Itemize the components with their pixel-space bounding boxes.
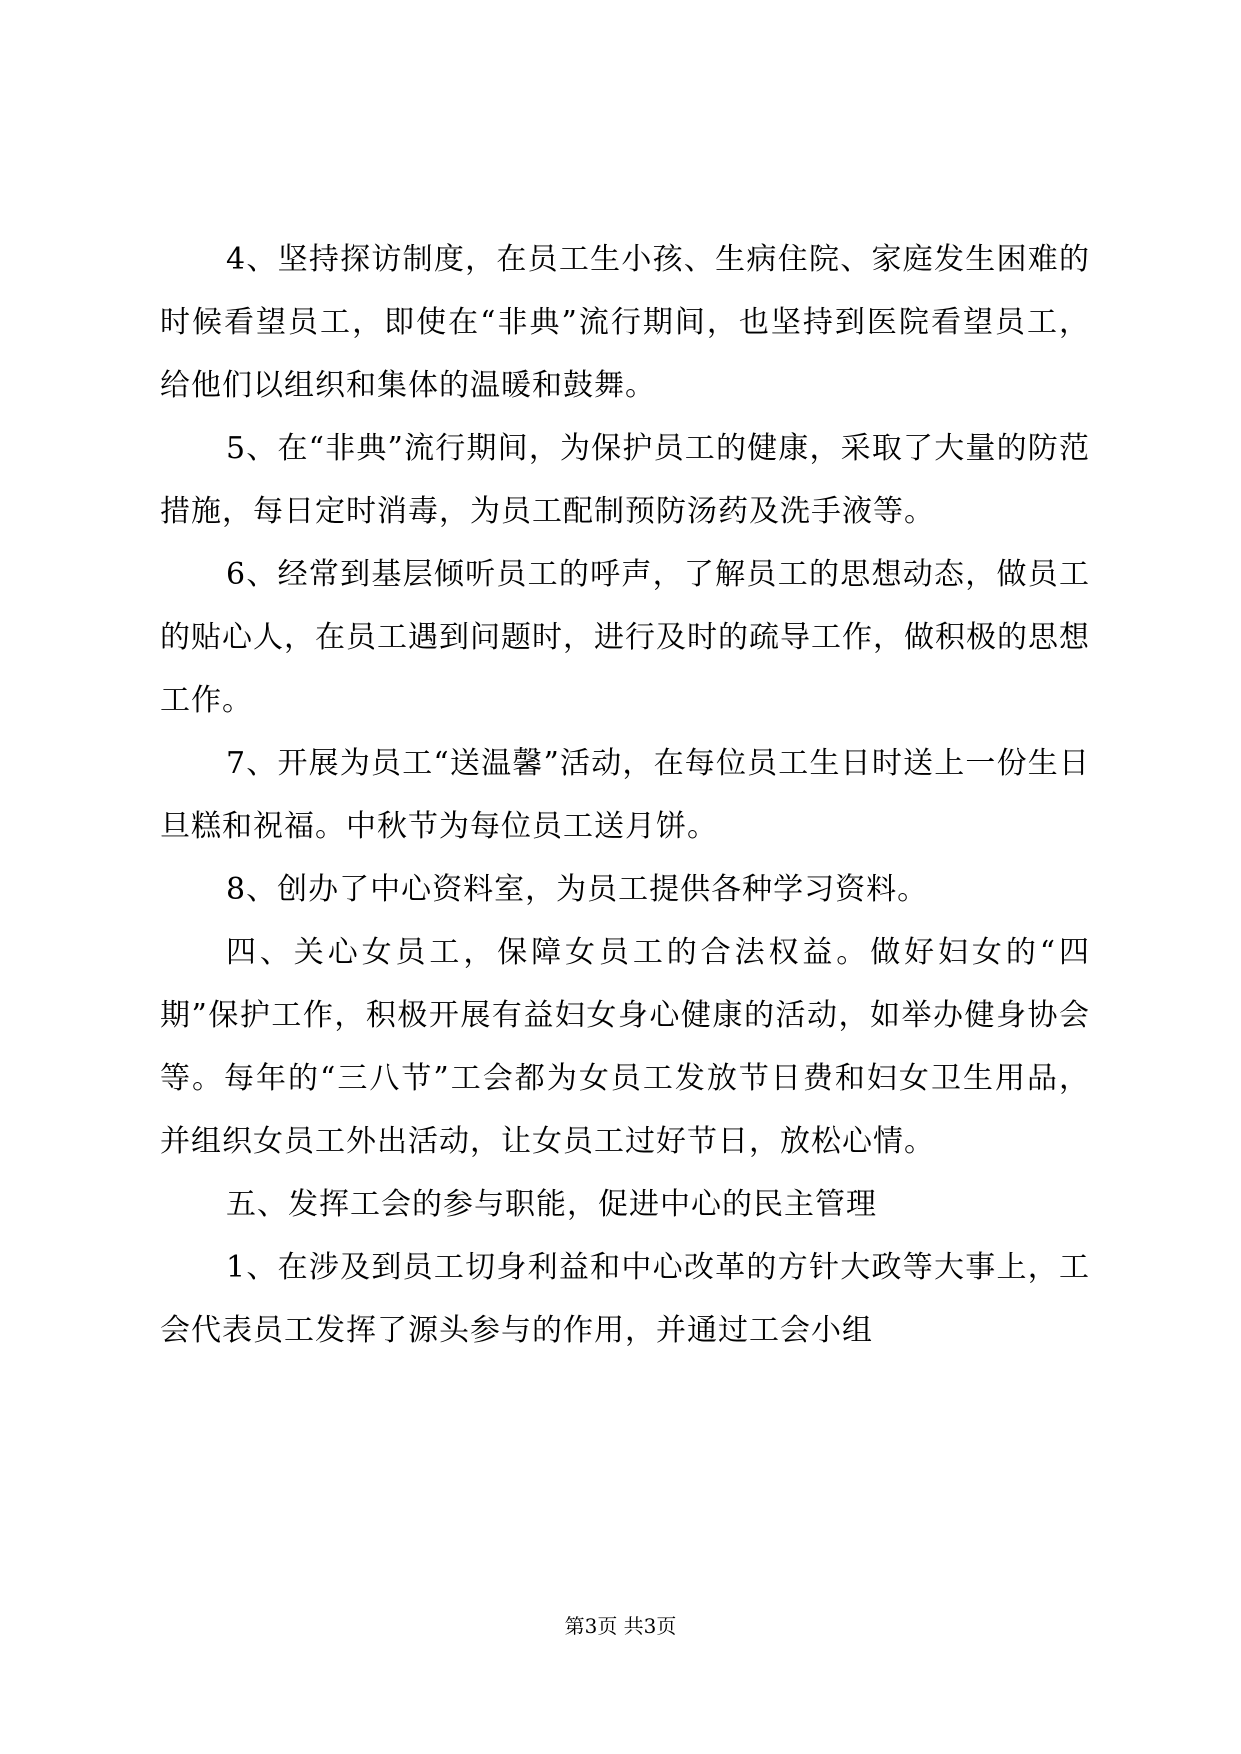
paragraph-item-4: 4、坚持探访制度，在员工生小孩、生病住院、家庭发生困难的时候看望员工，即使在“非典”流行期间，也坚持到医院看望员工，给他们以组织和集体的温暖和鼓舞。 <box>160 242 1090 403</box>
section-five-item-1: 1、在涉及到员工切身利益和中心改革的方针大政等大事上，工会代表员工发挥了源头参与的作用，并通过工会小组 <box>160 1250 1090 1348</box>
paragraph-item-6: 6、经常到基层倾听员工的呼声，了解员工的思想动态，做员工的贴心人，在员工遇到问题时，进行及时的疏导工作，做积极的思想工作。 <box>160 557 1090 718</box>
section-four-paragraph: 四、关心女员工，保障女员工的合法权益。做好妇女的“四期”保护工作，积极开展有益妇女身心健康的活动，如举办健身协会等。每年的“三八节”工会都为女员工发放节日费和妇女卫生用品，并组织女员工外出活动，让女员工过好节日，放松心情。 <box>160 935 1090 1159</box>
document-body <box>160 228 1090 1362</box>
paragraph-item-8: 8、创办了中心资料室，为员工提供各种学习资料。 <box>226 872 929 907</box>
section-five-heading: 五、发挥工会的参与职能，促进中心的民主管理 <box>226 1187 877 1222</box>
paragraph-item-5: 5、在“非典”流行期间，为保护员工的健康，采取了大量的防范措施，每日定时消毒，为员工配制预防汤药及洗手液等。 <box>160 431 1090 529</box>
paragraph-item-7: 7、开展为员工“送温馨”活动，在每位员工生日时送上一份生日旦糕和祝福。中秋节为每位员工送月饼。 <box>160 746 1090 844</box>
page-number-footer: 第3页 共3页 <box>564 1614 677 1638</box>
